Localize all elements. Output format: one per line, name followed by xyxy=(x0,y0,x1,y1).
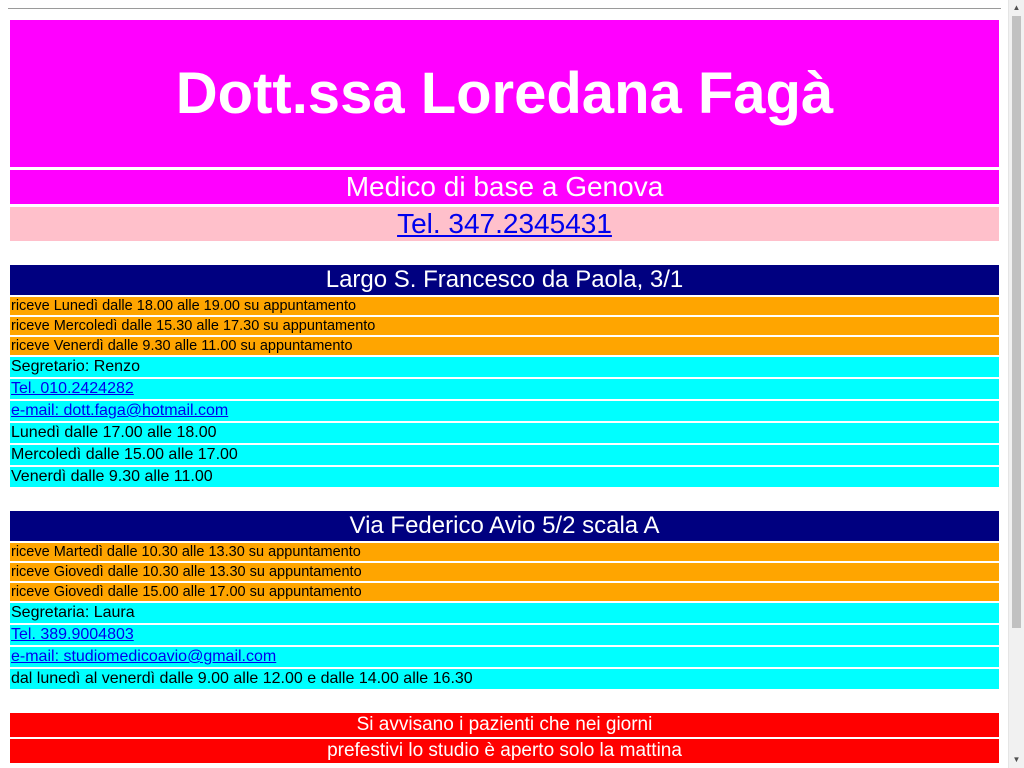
scrollbar-thumb[interactable] xyxy=(1012,16,1021,628)
office-2-secretary: Segretaria: Laura xyxy=(10,603,999,623)
office-1-phone-row xyxy=(10,379,999,399)
vertical-scrollbar[interactable] xyxy=(1008,0,1024,768)
office-2-phone-link[interactable]: Tel. 389.9004803 xyxy=(11,626,134,643)
office-2-secretary-hours: dal lunedì al venerdì dalle 9.00 alle 12.00 e dalle 14.00 alle 16.30 xyxy=(10,669,999,689)
office-1-email-link[interactable]: e-mail: dott.faga@hotmail.com xyxy=(11,402,229,419)
office-1-hours-item: riceve Mercoledì dalle 15.30 alle 17.30 su appuntamento xyxy=(10,317,999,335)
notice-line-1: Si avvisano i pazienti che nei giorni xyxy=(10,713,999,737)
office-2-hours-item: riceve Giovedì dalle 10.30 alle 13.30 su appuntamento xyxy=(10,563,999,581)
office-2-email-link[interactable]: e-mail: studiomedicoavio@gmail.com xyxy=(11,648,277,665)
office-1-email-row xyxy=(10,401,999,421)
office-2-phone-row xyxy=(10,625,999,645)
office-2-address: Via Federico Avio 5/2 scala A xyxy=(10,511,999,541)
office-1-secretary-hours: Mercoledì dalle 15.00 alle 17.00 xyxy=(10,445,999,465)
arrow-up-icon[interactable]: ▲ xyxy=(1012,3,1021,12)
page-subtitle: Medico di base a Genova xyxy=(10,170,999,204)
office-1-secretary-hours: Lunedì dalle 17.00 alle 18.00 xyxy=(10,423,999,443)
office-1-address: Largo S. Francesco da Paola, 3/1 xyxy=(10,265,999,295)
main-phone-row xyxy=(10,207,999,241)
office-2-hours-item: riceve Martedì dalle 10.30 alle 13.30 su appuntamento xyxy=(10,543,999,561)
notice-line-2: prefestivi lo studio è aperto solo la mattina xyxy=(10,739,999,763)
office-1-secretary-hours: Venerdì dalle 9.30 alle 11.00 xyxy=(10,467,999,487)
spacer xyxy=(10,241,999,265)
horizontal-rule xyxy=(8,8,1001,9)
office-2-hours-item: riceve Giovedì dalle 15.00 alle 17.00 su appuntamento xyxy=(10,583,999,601)
arrow-down-icon[interactable]: ▼ xyxy=(1012,755,1021,764)
office-2-email-row xyxy=(10,647,999,667)
spacer xyxy=(10,689,999,713)
page-content xyxy=(10,20,999,763)
spacer xyxy=(10,487,999,511)
page-title: Dott.ssa Loredana Fagà xyxy=(10,20,999,167)
office-1-phone-link[interactable]: Tel. 010.2424282 xyxy=(11,380,134,397)
main-phone-link[interactable]: Tel. 347.2345431 xyxy=(397,208,612,239)
office-1-hours-item: riceve Venerdì dalle 9.30 alle 11.00 su appuntamento xyxy=(10,337,999,355)
office-1-secretary: Segretario: Renzo xyxy=(10,357,999,377)
office-1-hours-item: riceve Lunedì dalle 18.00 alle 19.00 su appuntamento xyxy=(10,297,999,315)
